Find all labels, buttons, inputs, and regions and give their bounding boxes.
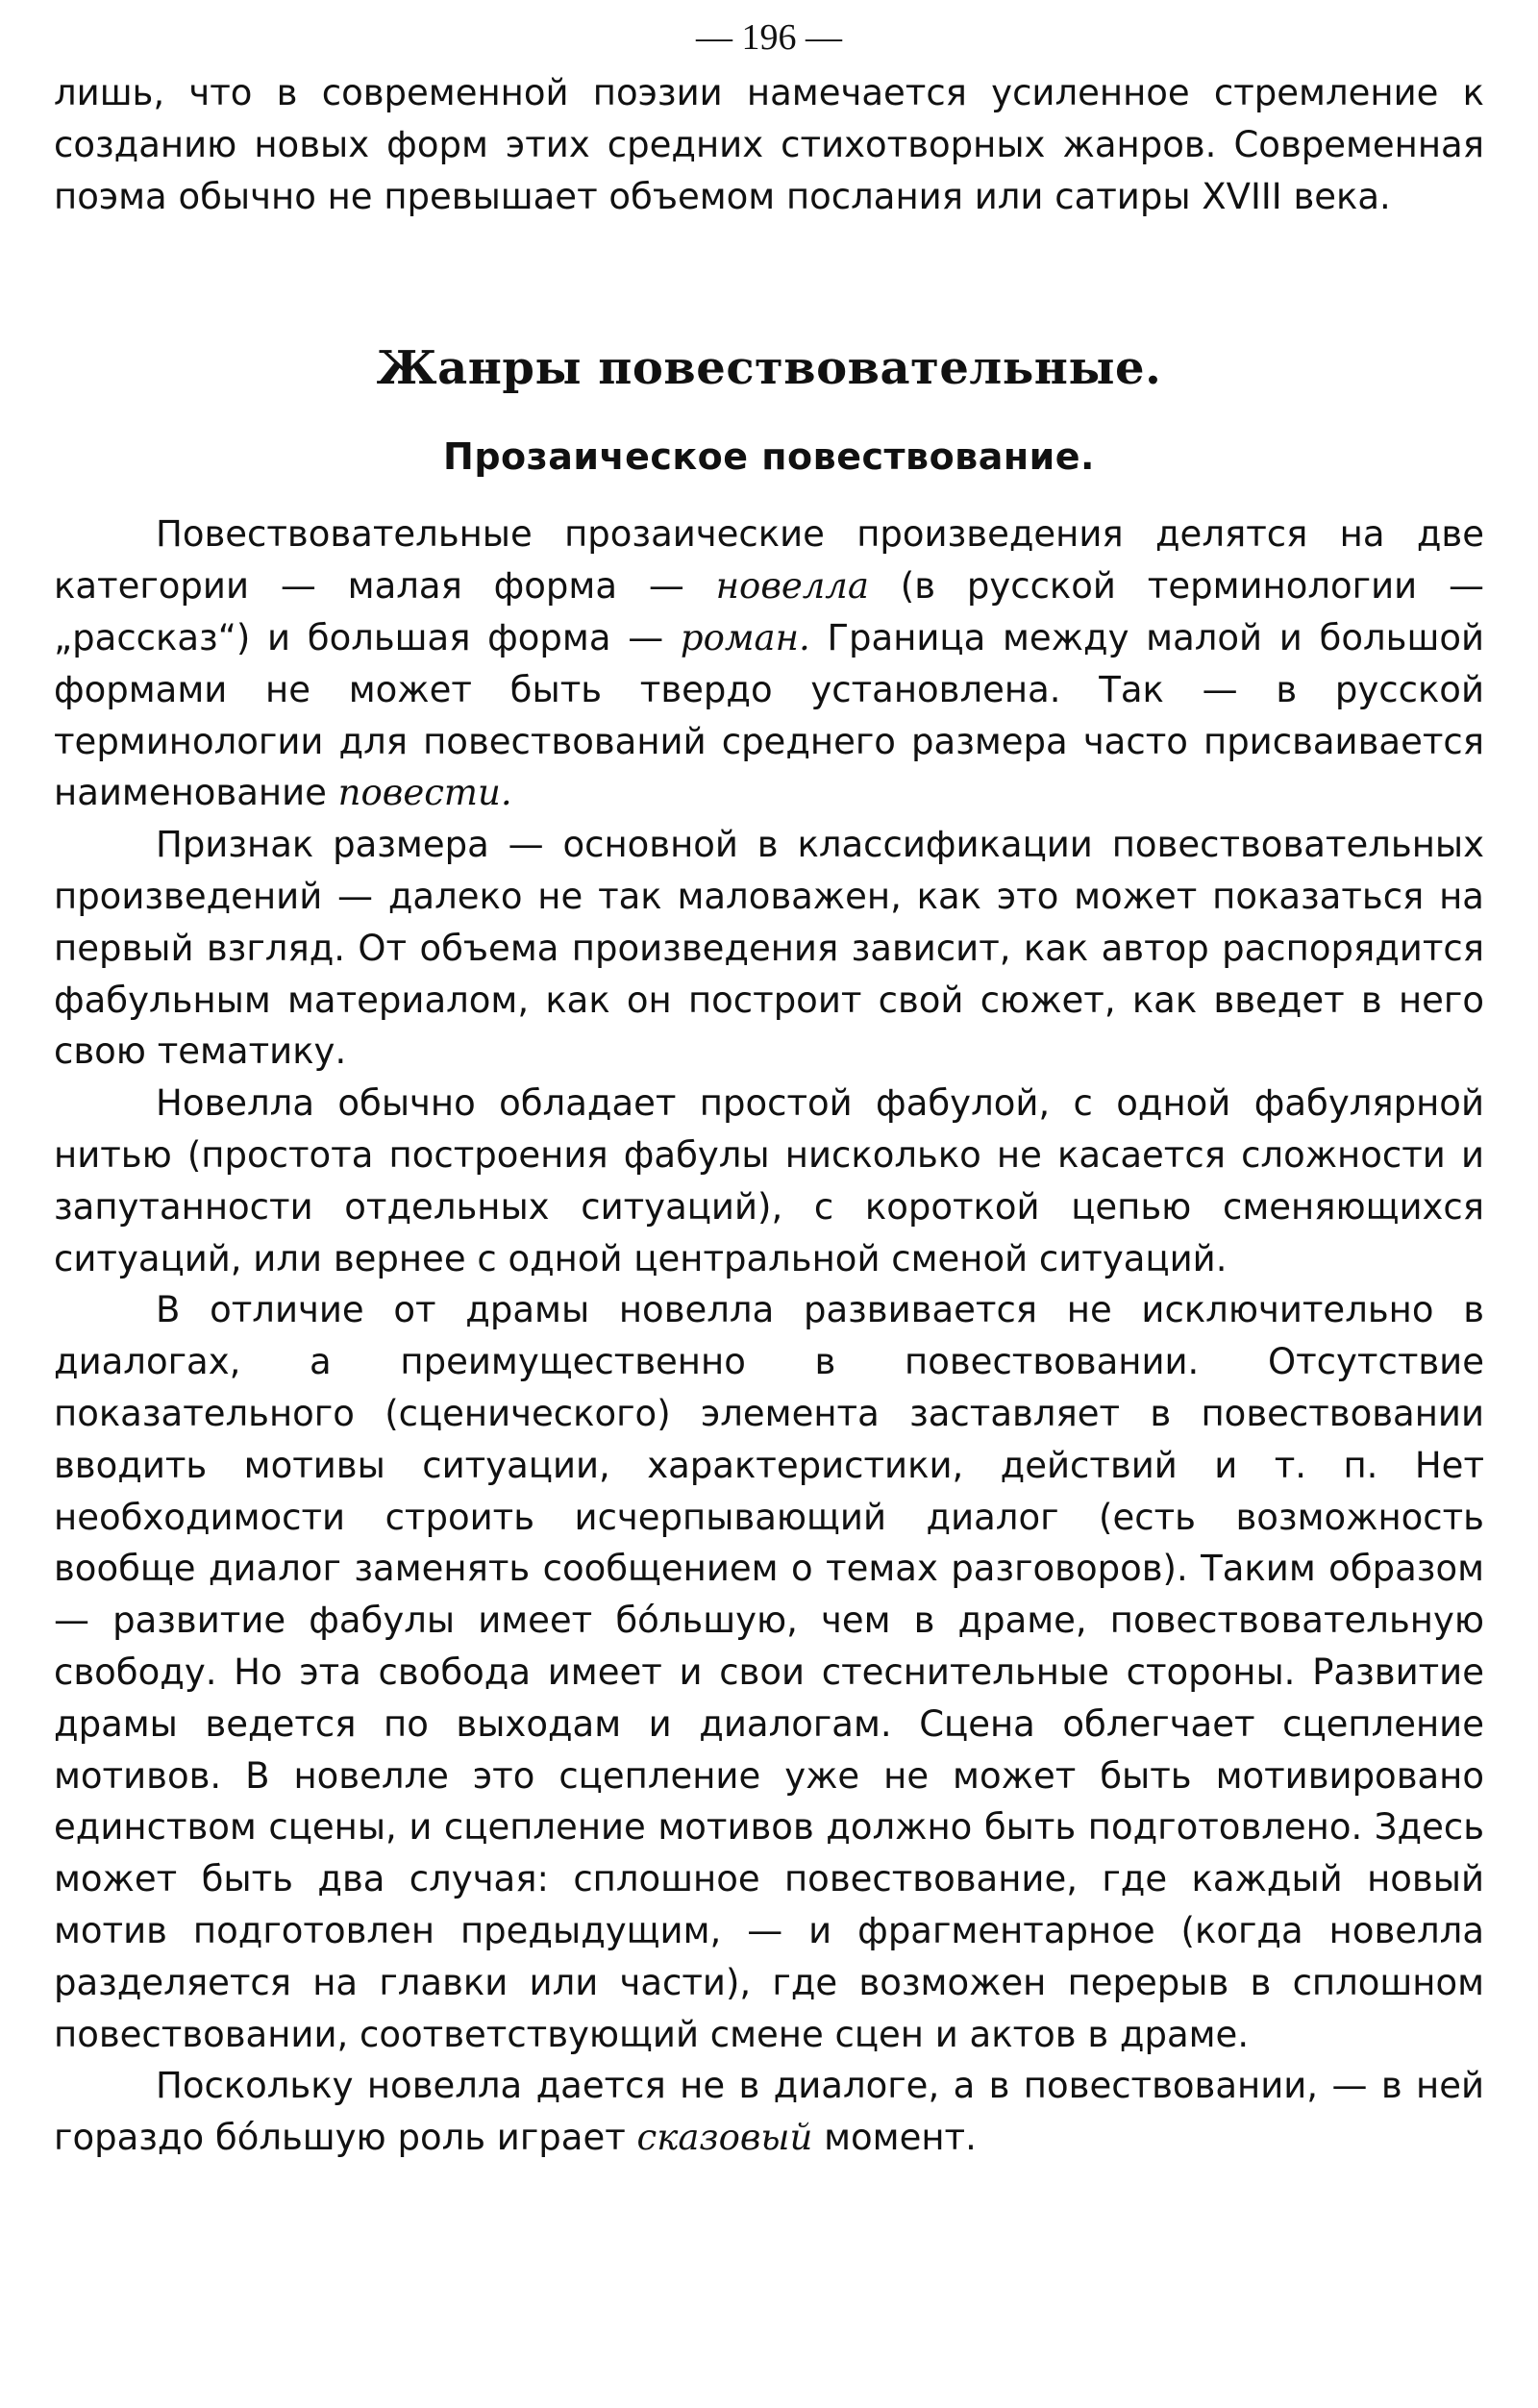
paragraph-skaz — [54, 2060, 1484, 2164]
paragraph-text: (в русской терминологии — „рассказ“) и большая форма — — [54, 565, 1485, 658]
paragraph-novella-plot: Новелла обычно обладает простой фабулой, с одной фабулярной нитью (простота построения фабулы нисколько не касается сложности и запутанности отдельных ситуаций), с короткой цепью сменяющихся ситуаций, или вернее с одной центральной сменой ситуаций. — [54, 1082, 1484, 1279]
paragraph-text: момент. — [812, 2117, 977, 2159]
term-skazovy: сказовый — [636, 2117, 813, 2159]
paragraph-text: Поскольку новелла дается не в диалоге, а в повествовании, — в ней гораздо бóльшую роль играет — [54, 2065, 1484, 2159]
term-novella: новелла — [715, 565, 869, 608]
term-povest: повести. — [337, 772, 512, 814]
paragraph-text: Граница между малой и большой формами не может быть твердо установлена. Так — в русской терминологии для повествований среднего размера часто присваивается наименование — [54, 616, 1484, 814]
section-title: Жанры повествовательные. — [376, 341, 1162, 396]
intro-paragraph: лишь, что в современной поэзии намечается усиленное стремление к созданию новых форм этих средних стихотворных жанров. Современная поэма обычно не превышает объемом послания или сатиры XVIII века. — [54, 72, 1484, 217]
paragraph-size: Признак размера — основной в классификации повествовательных произведений — далеко не так маловажен, как это может показаться на первый взгляд. От объема произведения зависит, как автор распорядится фабульным материалом, как он построит свой сюжет, как введет в него свою тематику. — [54, 824, 1484, 1073]
paragraph-text: Повествовательные прозаические произведения делятся на две категории — малая форма — — [54, 513, 1484, 608]
term-roman: роман. — [680, 616, 810, 658]
subsection-title: Прозаическое повествование. — [443, 435, 1095, 479]
paragraph-forms — [54, 509, 1484, 819]
paragraph-drama-comparison: В отличие от драмы новелла развивается не исключительно в диалогах, а преимущественно в повествовании. Отсутствие показательного (сценического) элемента заставляет в повествовании вводить мотивы ситуации, характеристики, действий и т. п. Нет необходимости строить исчерпывающий диалог (есть возможность вообще диалог заменять сообщением о темах разговоров). Таким образом — развитие фабулы имеет бóльшую, чем в драме, повествовательную свободу. Но эта свобода имеет и свои стеснительные стороны. Развитие драмы ведется по выходам и диалогам. Сцена облегчает сцепление мотивов. В новелле это сцепление уже не может быть мотивировано единством сцены, и сцепление мотивов должно быть подготовлено. Здесь может быть два случая: сплошное повествование, где каждый новый мотив подготовлен предыдущим, — и фрагментарное (когда новелла разделяется на главки или части), где возможен перерыв в сплошном повествовании, соответствующий смене сцен и актов в драме. — [54, 1289, 1484, 2055]
page-number: — 196 — — [696, 17, 842, 58]
